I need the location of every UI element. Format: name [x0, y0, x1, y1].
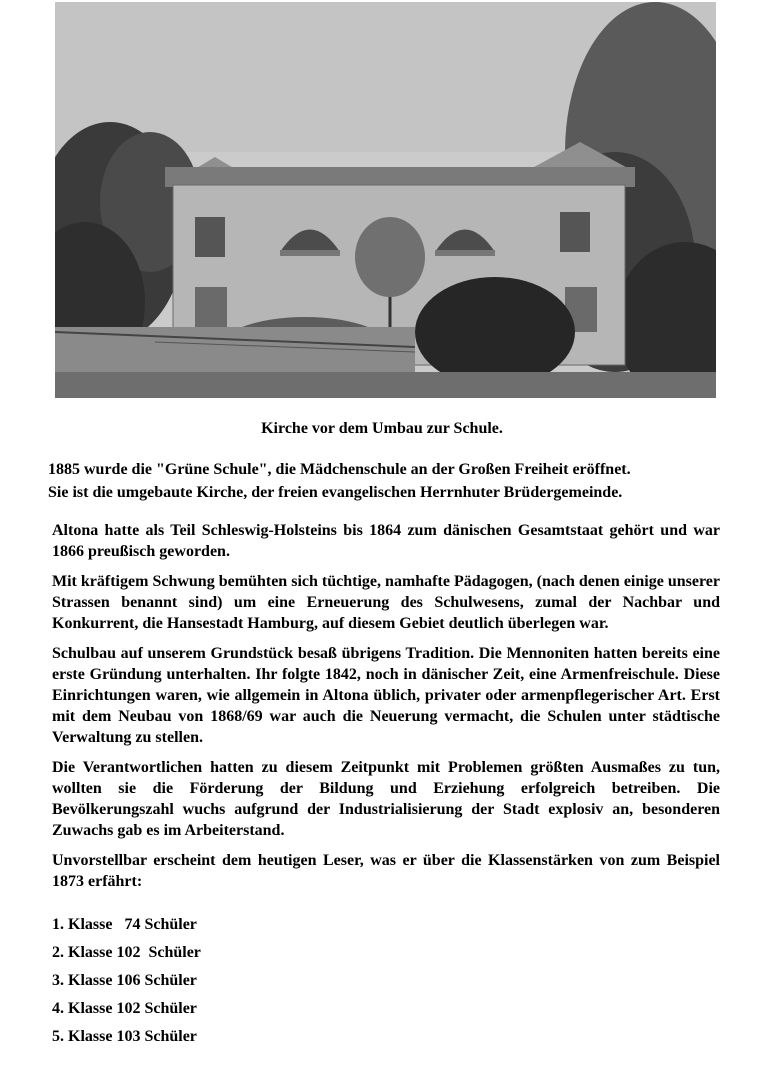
paragraph: Unvorstellbar erscheint dem heutigen Leser, was er über die Klassenstärken von zum Beispiel 1873 erfährt:: [52, 852, 720, 890]
intro-text: [48, 458, 738, 504]
church-illustration: [55, 2, 716, 398]
list-item: 2. Klasse 102 Schüler: [52, 944, 201, 961]
paragraph: Altona hatte als Teil Schleswig-Holsteins bis 1864 zum dänischen Gesamtstaat gehört und war 1866 preußisch geworden.: [52, 522, 720, 560]
list-item: 1. Klasse 74 Schüler: [52, 916, 197, 933]
list-item: 4. Klasse 102 Schüler: [52, 1000, 197, 1017]
paragraph: Schulbau auf unserem Grundstück besaß übrigens Tradition. Die Mennoniten hatten bereits eine erste Gründung unterhalten. Ihr folgte 1842, noch in dänischer Zeit, eine Armenfreischule. Diese Einrichtungen waren, wie allgemein in Altona üblich, privater oder armenpflegerischer Art. Erst mit dem Neubau von 1868/69 war auch die Neuerung vermacht, die Schulen unter städtische Verwaltung zu stellen.: [52, 645, 720, 746]
class-size-list: [52, 913, 201, 1053]
intro-line-2: Sie ist die umgebaute Kirche, der freien evangelischen Herrnhuter Brüdergemeinde.: [48, 484, 623, 501]
church-drawing-svg: [55, 2, 716, 398]
body-text: [52, 520, 720, 901]
paragraph: Die Verantwortlichen hatten zu diesem Zeitpunkt mit Problemen größten Ausmaßes zu tun, wollten sie die Förderung der Bildung und Erziehung erfolgreich betreiben. Die Bevölkerungszahl wuchs aufgrund der Industrialisierung der Stadt explosiv an, besonderen Zuwachs gab es im Arbeiterstand.: [52, 759, 720, 839]
intro-line-1: 1885 wurde die "Grüne Schule", die Mädchenschule an der Großen Freiheit eröffnet.: [48, 461, 631, 478]
figure-caption: Kirche vor dem Umbau zur Schule.: [261, 420, 503, 437]
list-item: 5. Klasse 103 Schüler: [52, 1028, 197, 1045]
paragraph: Mit kräftigem Schwung bemühten sich tüchtige, namhafte Pädagogen, (nach denen einige unserer Strassen benannt sind) um eine Erneuerung des Schulwesens, zumal der Nachbar und Konkurrent, die Hansestadt Hamburg, auf diesem Gebiet deutlich überlegen war.: [52, 573, 720, 632]
list-item: 3. Klasse 106 Schüler: [52, 972, 197, 989]
